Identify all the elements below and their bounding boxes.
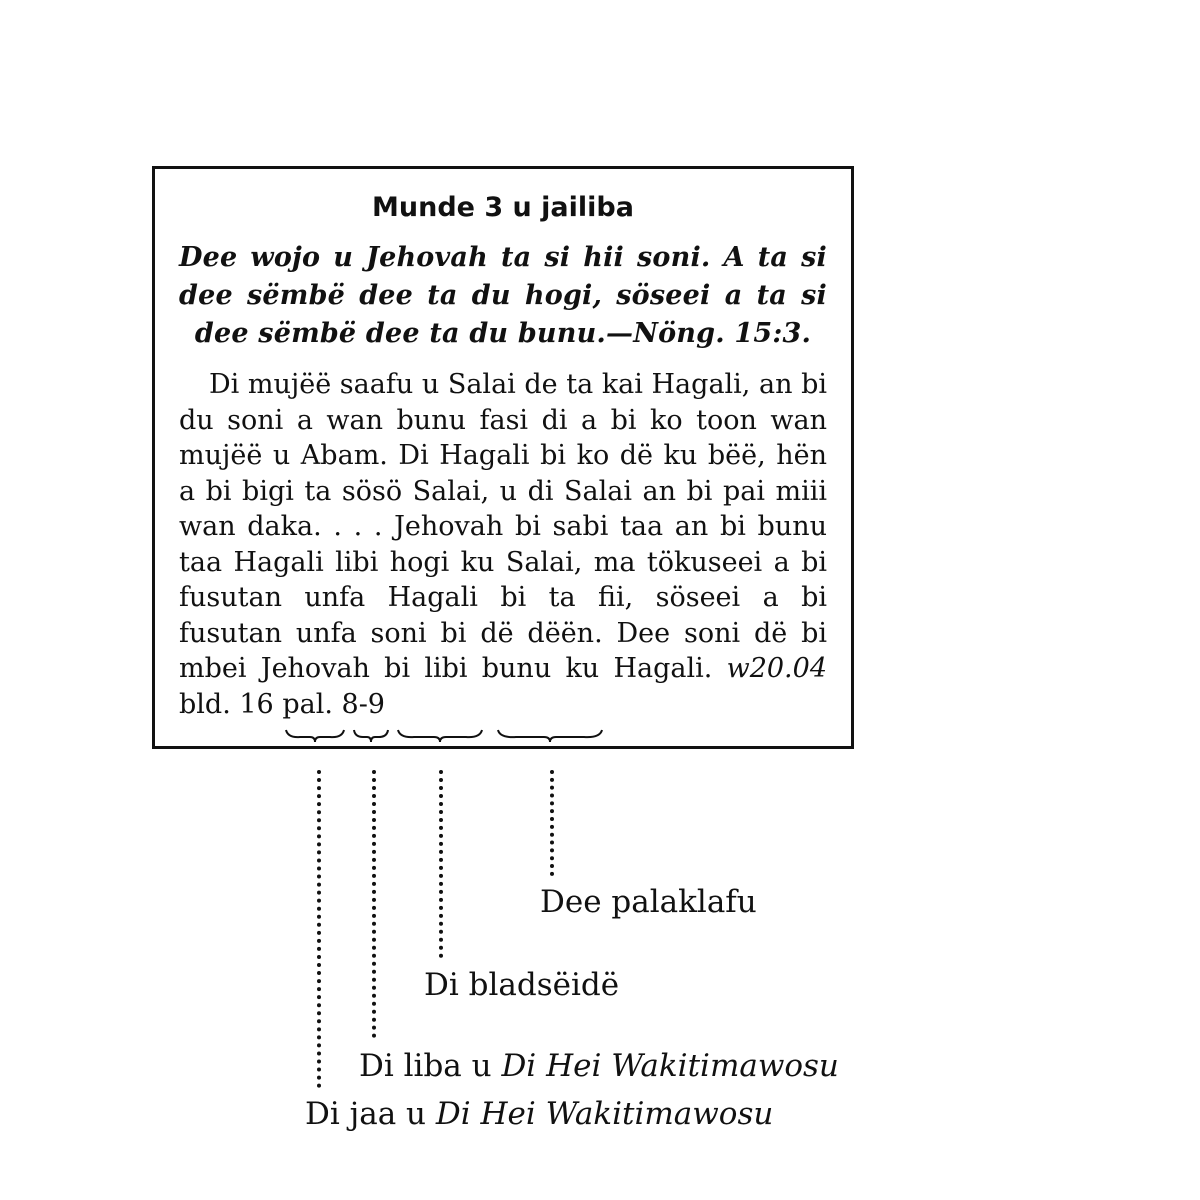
ref-year: w20 — [726, 653, 785, 684]
label-issue-publication: Di Hei Wakitimawosu — [501, 1048, 839, 1084]
ref-separator: . — [784, 653, 793, 684]
label-page: Di bladsëidë — [424, 967, 620, 1003]
leader-year — [317, 770, 321, 1088]
leader-issue — [372, 770, 376, 1038]
label-issue — [359, 1048, 839, 1084]
ref-issue: 04 — [792, 653, 827, 684]
label-issue-prefix: Di liba u — [359, 1048, 502, 1084]
leader-paragraph — [550, 770, 554, 876]
leader-page — [439, 770, 443, 958]
commentary-text — [179, 367, 827, 722]
brace-issue-icon — [352, 728, 390, 744]
scripture-text: Dee wojo u Jehovah ta si hii soni. A ta si dee sëmbë dee ta du hogi, söseei a ta si dee sëmbë dee ta du bunu.—Nöng. 15:3. — [179, 242, 827, 349]
brace-paragraph-icon — [496, 728, 604, 744]
ref-paragraph: pal. 8-9 — [282, 688, 385, 720]
ref-page: bld. 16 — [179, 688, 274, 720]
brace-page-icon — [396, 728, 484, 744]
brace-year-icon — [284, 728, 346, 744]
commentary-body: Di mujëë saafu u Salai de ta kai Hagali, an bi du soni a wan bunu fasi di a bi ko toon wan mujëë u Abam. Di Hagali bi ko dë ku bëë, hën a bi bigi ta sösö Salai, u di Salai an bi pai miii wan daka. . . . Jehovah bi sabi taa an bi bunu taa Hagali libi hogi ku Salai, ma tökuseei a bi fusutan unfa Hagali bi ta fii, söseei a bi fusutan unfa soni bi dë dëën. Dee soni dë bi mbei Jehovah bi libi bunu ku Hagali. — [179, 369, 827, 684]
label-year-prefix: Di jaa u — [305, 1096, 436, 1132]
card-title: Munde 3 u jailiba — [372, 192, 634, 223]
label-year — [305, 1096, 773, 1132]
daily-text-card — [152, 166, 854, 749]
label-paragraph: Dee palaklafu — [540, 884, 757, 920]
label-year-publication: Di Hei Wakitimawosu — [435, 1096, 774, 1132]
